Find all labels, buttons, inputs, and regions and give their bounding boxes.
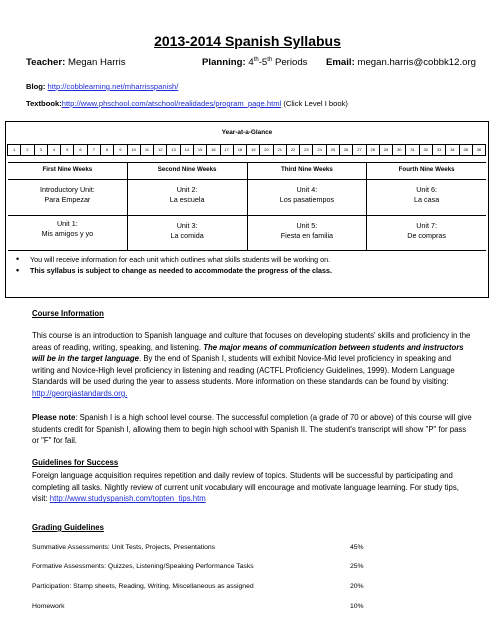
week-number-cell: 14: [180, 144, 194, 156]
week-number-cell: 28: [366, 144, 380, 156]
week-number-cell: 6: [73, 144, 87, 156]
week-number-cell: 5: [60, 144, 74, 156]
course-info-heading: Course Information: [32, 309, 104, 318]
week-number-cell: 16: [206, 144, 220, 156]
page-title: 2013-2014 Spanish Syllabus: [154, 33, 341, 49]
unit-4-name: Los pasatiempos: [279, 195, 335, 204]
planning-sup-b: th: [267, 57, 273, 63]
unit-1-name: Mis amigos y yo: [41, 229, 94, 238]
table-title: Year-at-a-Glance: [221, 129, 273, 136]
blog-link[interactable]: http://cobblearning.net/mharrisspanish/: [47, 82, 179, 91]
week-number-cell: 26: [339, 144, 353, 156]
grade-label: Formative Assessments: Quizzes, Listening/Speaking Performance Tasks: [32, 563, 254, 570]
week-number-cell: 2: [20, 144, 34, 156]
unit-4-title: Unit 4:: [296, 185, 318, 194]
week-number-cell: 30: [392, 144, 406, 156]
week-number-cell: 4: [47, 144, 61, 156]
planning-label: Planning:: [202, 57, 246, 68]
planning-period-b: -5: [258, 57, 268, 68]
unit-7-title: Unit 7:: [416, 221, 438, 230]
year-at-a-glance-table: [5, 121, 489, 298]
week-number-cell: 35: [459, 144, 473, 156]
blog-label: Blog:: [26, 82, 46, 91]
grade-row-participation: [32, 583, 452, 590]
textbook-label: Textbook:: [26, 99, 62, 108]
week-number-row: [8, 144, 486, 156]
unit-5-title: Unit 5:: [296, 221, 318, 230]
table-notes: [8, 250, 486, 276]
please-note-paragraph: [32, 412, 472, 447]
unit-7-name: De compras: [407, 231, 446, 240]
unit-intro: [8, 185, 127, 216]
week-number-cell: 20: [259, 144, 273, 156]
please-note-text: : Spanish I is a high school level course. The successful completion (a grade of 70 or above) of this course will give students credit for Spanish I, allowing them to begin high school with Spanish II. The student's transcript will show "P" for pass or "F" for fail.: [32, 413, 472, 446]
divider: [248, 215, 367, 216]
week-number-cell: 12: [153, 144, 167, 156]
week-number-cell: 21: [273, 144, 287, 156]
week-number-cell: 13: [166, 144, 180, 156]
unit-2-title: Unit 2:: [176, 185, 198, 194]
grade-label: Homework: [32, 603, 65, 610]
unit-2-name: La escuela: [169, 195, 205, 204]
week-number-cell: 15: [193, 144, 207, 156]
week-number-cell: 31: [405, 144, 419, 156]
planning-info: [202, 57, 307, 68]
guidelines-heading: Guidelines for Success: [32, 458, 119, 467]
unit-5: [248, 221, 367, 241]
grade-row-homework: [32, 603, 452, 610]
week-number-cell: 1: [7, 144, 21, 156]
week-number-cell: 17: [220, 144, 234, 156]
week-number-cell: 32: [419, 144, 433, 156]
grade-percent: 25%: [350, 563, 364, 570]
week-number-cell: 8: [100, 144, 114, 156]
week-number-cell: 3: [34, 144, 48, 156]
week-number-cell: 7: [87, 144, 101, 156]
unit-5-name: Fiesta en familia: [280, 231, 334, 240]
quarter-header-row: [8, 162, 486, 180]
quarter-4-units: [367, 179, 486, 250]
grade-row-summative: [32, 544, 452, 551]
unit-1-title: Unit 1:: [56, 219, 78, 228]
unit-6: [367, 185, 486, 205]
grade-label: Participation: Stamp sheets, Reading, Writing, Miscellaneous as assigned: [32, 583, 254, 590]
grade-percent: 20%: [350, 583, 364, 590]
divider: [367, 215, 486, 216]
grading-heading: Grading Guidelines: [32, 523, 104, 532]
planning-period-a: 4: [248, 57, 254, 68]
week-number-cell: 36: [472, 144, 486, 156]
note-item: • This syllabus is subject to change as needed to accommodate the progress of the class.: [8, 265, 486, 276]
course-info-paragraph: [32, 330, 472, 400]
week-number-cell: 24: [312, 144, 326, 156]
textbook-line: [26, 99, 348, 108]
note-item: • You will receive information for each unit which outlines what skills students will be working on.: [8, 254, 486, 265]
unit-3-title: Unit 3:: [176, 221, 198, 230]
week-number-cell: 27: [352, 144, 366, 156]
quarter-header-1: First Nine Weeks: [8, 163, 128, 179]
unit-3: [128, 221, 247, 241]
unit-7: [367, 221, 486, 241]
email-label: Email:: [326, 57, 355, 68]
teacher-label: Teacher:: [26, 57, 66, 68]
week-number-cell: 33: [432, 144, 446, 156]
week-number-cell: 25: [326, 144, 340, 156]
unit-intro-name: Para Empezar: [44, 195, 91, 204]
week-number-cell: 34: [445, 144, 459, 156]
blog-line: [26, 82, 178, 91]
unit-6-title: Unit 6:: [416, 185, 438, 194]
week-number-cell: 22: [286, 144, 300, 156]
quarter-header-4: Fourth Nine Weeks: [398, 166, 455, 173]
week-number-cell: 11: [140, 144, 154, 156]
textbook-note: (Click Level I book): [283, 99, 348, 108]
quarter-3-units: [248, 179, 368, 250]
unit-2: [128, 185, 247, 205]
unit-intro-title: Introductory Unit:: [40, 185, 95, 194]
planning-suffix: Periods: [272, 57, 308, 68]
email-value[interactable]: megan.harris@cobbk12.org: [357, 57, 476, 68]
week-number-cell: 19: [246, 144, 260, 156]
unit-6-name: La casa: [414, 195, 440, 204]
quarter-header-2: Second Nine Weeks: [128, 163, 248, 179]
unit-3-name: La comida: [170, 231, 204, 240]
course-info-emphasis: The major means of communication between students and instructors will be in the target language: [32, 342, 464, 364]
grade-percent: 10%: [350, 603, 364, 610]
planning-sup-a: th: [253, 57, 259, 63]
study-tips-link[interactable]: http://www.studyspanish.com/topten_tips.htm: [49, 494, 206, 504]
course-info-text-b: . By the end of Spanish I, students will exhibit Novice-Mid level proficiency in speaking and writing and Novice-High level proficiency in listening and reading (ACTFL Proficiency Guidelines, 1999). Modern Language Standards will be used during the year to assess students. More information on these standards can be found by visiting:: [32, 354, 455, 387]
please-note-label: Please note: [32, 413, 76, 422]
week-number-cell: 9: [113, 144, 127, 156]
quarter-1-units: [8, 179, 128, 250]
course-info-text-a: This course is an introduction to Spanish language and culture that focuses on developing students' skills and proficiency in the areas of reading, writing, speaking, and listening.: [32, 331, 471, 352]
grade-row-formative: [32, 563, 452, 570]
divider: [128, 215, 247, 216]
guidelines-paragraph: [32, 470, 472, 505]
email-info: [326, 57, 476, 68]
teacher-info-line: [26, 57, 486, 68]
teacher-name: Megan Harris: [67, 57, 126, 68]
textbook-link[interactable]: http://www.phschool.com/atschool/realidades/program_page.html: [61, 99, 282, 108]
week-number-cell: 23: [299, 144, 313, 156]
guidelines-text: Foreign language acquisition requires repetition and daily review of topics. Students will be successful by participating and completing all tasks. Nightly review of current unit vocabulary will encourage and motivate language learning. For study tips, visit:: [32, 471, 459, 504]
standards-link[interactable]: http://georgiastandards.org.: [32, 388, 128, 398]
quarter-header-3: Third Nine Weeks: [248, 163, 368, 179]
unit-1: [8, 219, 127, 239]
week-number-cell: 29: [379, 144, 393, 156]
quarter-2-units: [128, 179, 248, 250]
unit-4: [248, 185, 367, 205]
week-number-cell: 10: [127, 144, 141, 156]
grade-percent: 45%: [350, 544, 364, 551]
week-number-cell: 18: [233, 144, 247, 156]
grade-label: Summative Assessments: Unit Tests, Projects, Presentations: [32, 544, 216, 551]
units-row: [8, 179, 486, 250]
